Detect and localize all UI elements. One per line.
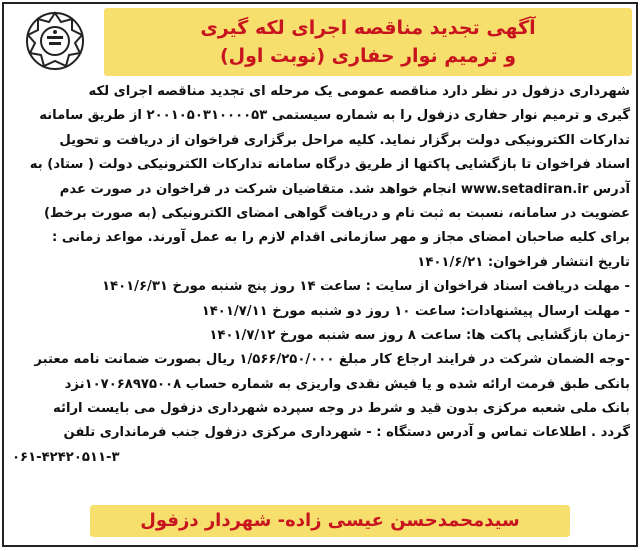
announcement-body: [12, 80, 630, 470]
publish-date-line: تاریخ انتشار فراخوان: ۱۴۰۱/۶/۲۱: [417, 254, 630, 270]
contact-line: گردد . اطلاعات تماس و آدرس دستگاه : - شهرداری مرکزی دزفول جنب فرمانداری تلفن: [63, 425, 630, 441]
opening-date-line: -زمان بازگشایی پاکت ها: ساعت ۸ روز سه شنبه مورخ ۱۴۰۱/۷/۱۲: [209, 327, 630, 343]
signature-banner: سیدمحمدحسن عیسی زاده- شهردار دزفول: [90, 505, 570, 537]
body-line: عضویت در سامانه، نسبت به ثبت نام و دریافت گواهی امضای الکترونیکی (به صورت برخط): [44, 205, 630, 221]
body-line: برای کلیه صاحبان امضای مجاز و مهر سازمانی اقدام لازم را به عمل آورند. مواعد زمانی :: [51, 230, 630, 246]
title-line-2: و ترمیم نوار حفاری (نوبت اول): [219, 45, 517, 67]
title-banner: [104, 8, 632, 76]
body-line: گیری و ترمیم نوار حفاری دزفول را به شماره سیستمی ۲۰۰۱۰۵۰۳۱۰۰۰۰۵۳ از طریق سامانه: [39, 108, 630, 124]
municipality-logo-icon: [20, 8, 90, 74]
guarantee-line: -وجه الضمان شرکت در فرایند ارجاع کار مبلغ ۱/۵۶۶/۲۵۰/۰۰۰ ریال بصورت ضمانت نامه معتبر: [34, 352, 630, 368]
body-line-website: آدرس www.setadiran.ir انجام خواهد شد. متقاضیان شرکت در فراخوان در صورت عدم: [59, 181, 630, 197]
body-line: تدارکات الکترونیکی دولت برگزار نماید. کلیه مراحل برگزاری فراخوان از دریافت و تحویل: [59, 132, 630, 148]
body-line: بانک ملی شعبه مرکزی بدون قید و شرط در وجه سپرده شهرداری دزفول می بایست ارائه: [53, 401, 630, 417]
body-line: بانکی طبق فرمت ارائه شده و یا فیش نقدی واریزی به شماره حساب ۱۰۷۰۶۸۹۷۵۰۰۸نزد: [64, 376, 630, 392]
body-line: اسناد فراخوان تا بازگشایی پاکتها از طریق درگاه سامانه تدارکات الکترونیکی دولت ( ستاد) به: [29, 157, 630, 173]
document-deadline-line: - مهلت دریافت اسناد فراخوان از سایت : ساعت ۱۴ روز پنج شنبه مورخ ۱۴۰۱/۶/۳۱: [101, 279, 630, 295]
proposal-deadline-line: - مهلت ارسال پیشنهادات: ساعت ۱۰ روز دو شنبه مورخ ۱۴۰۱/۷/۱۱: [201, 303, 630, 319]
body-line: شهرداری دزفول در نظر دارد مناقصه عمومی یک مرحله ای تجدید مناقصه اجرای لکه: [88, 84, 630, 99]
title-line-1: آگهی تجدید مناقصه اجرای لکه گیری: [200, 17, 536, 39]
phone-line: ۰۶۱-۴۲۴۲۰۵۱۱-۳: [12, 449, 120, 465]
